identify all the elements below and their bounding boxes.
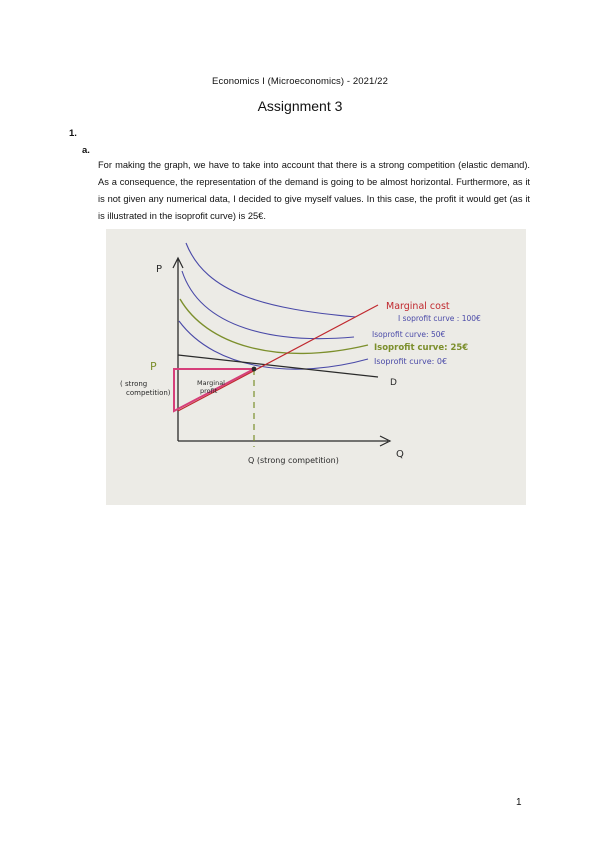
course-header: Economics I (Microeconomics) - 2021/22 [212, 76, 388, 87]
question-number: 1. [69, 128, 77, 139]
equilibrium-point [252, 367, 257, 372]
p-axis-label: P [156, 264, 163, 275]
quantity-label: Q (strong competition) [248, 456, 339, 465]
question-subpart: a. [82, 145, 90, 156]
isoprofit-100-label: I soprofit curve : 100€ [398, 314, 481, 323]
page-number: 1 [516, 797, 522, 808]
price-label: P [150, 360, 157, 373]
marginal-profit-label-line2: profit [200, 387, 218, 395]
answer-paragraph: For making the graph, we have to take into account that there is a strong competition (elastic demand). As a consequence, the representation of the demand is going to be almost horizontal. Furthermore, as it is not given any numerical data, I decided to give myself values. In this case, the profit it would get (as it is illustrated in the isoprofit curve) is 25€. [98, 160, 530, 221]
isoprofit-50-label: Isoprofit curve: 50€ [372, 330, 446, 339]
price-note-line2: competition) [126, 389, 171, 397]
isoprofit-0-label: Isoprofit curve: 0€ [374, 357, 448, 366]
marginal-profit-label-line1: Marginal [197, 379, 225, 387]
demand-label: D [390, 378, 397, 388]
q-axis-label: Q [396, 449, 404, 460]
price-note-line1: ( strong [120, 380, 148, 388]
graph-svg [106, 229, 526, 505]
page-title: Assignment 3 [257, 98, 343, 114]
isoprofit-25-label: Isoprofit curve: 25€ [374, 343, 469, 353]
marginal-cost-label: Marginal cost [386, 301, 450, 312]
hand-drawn-graph [106, 229, 526, 505]
